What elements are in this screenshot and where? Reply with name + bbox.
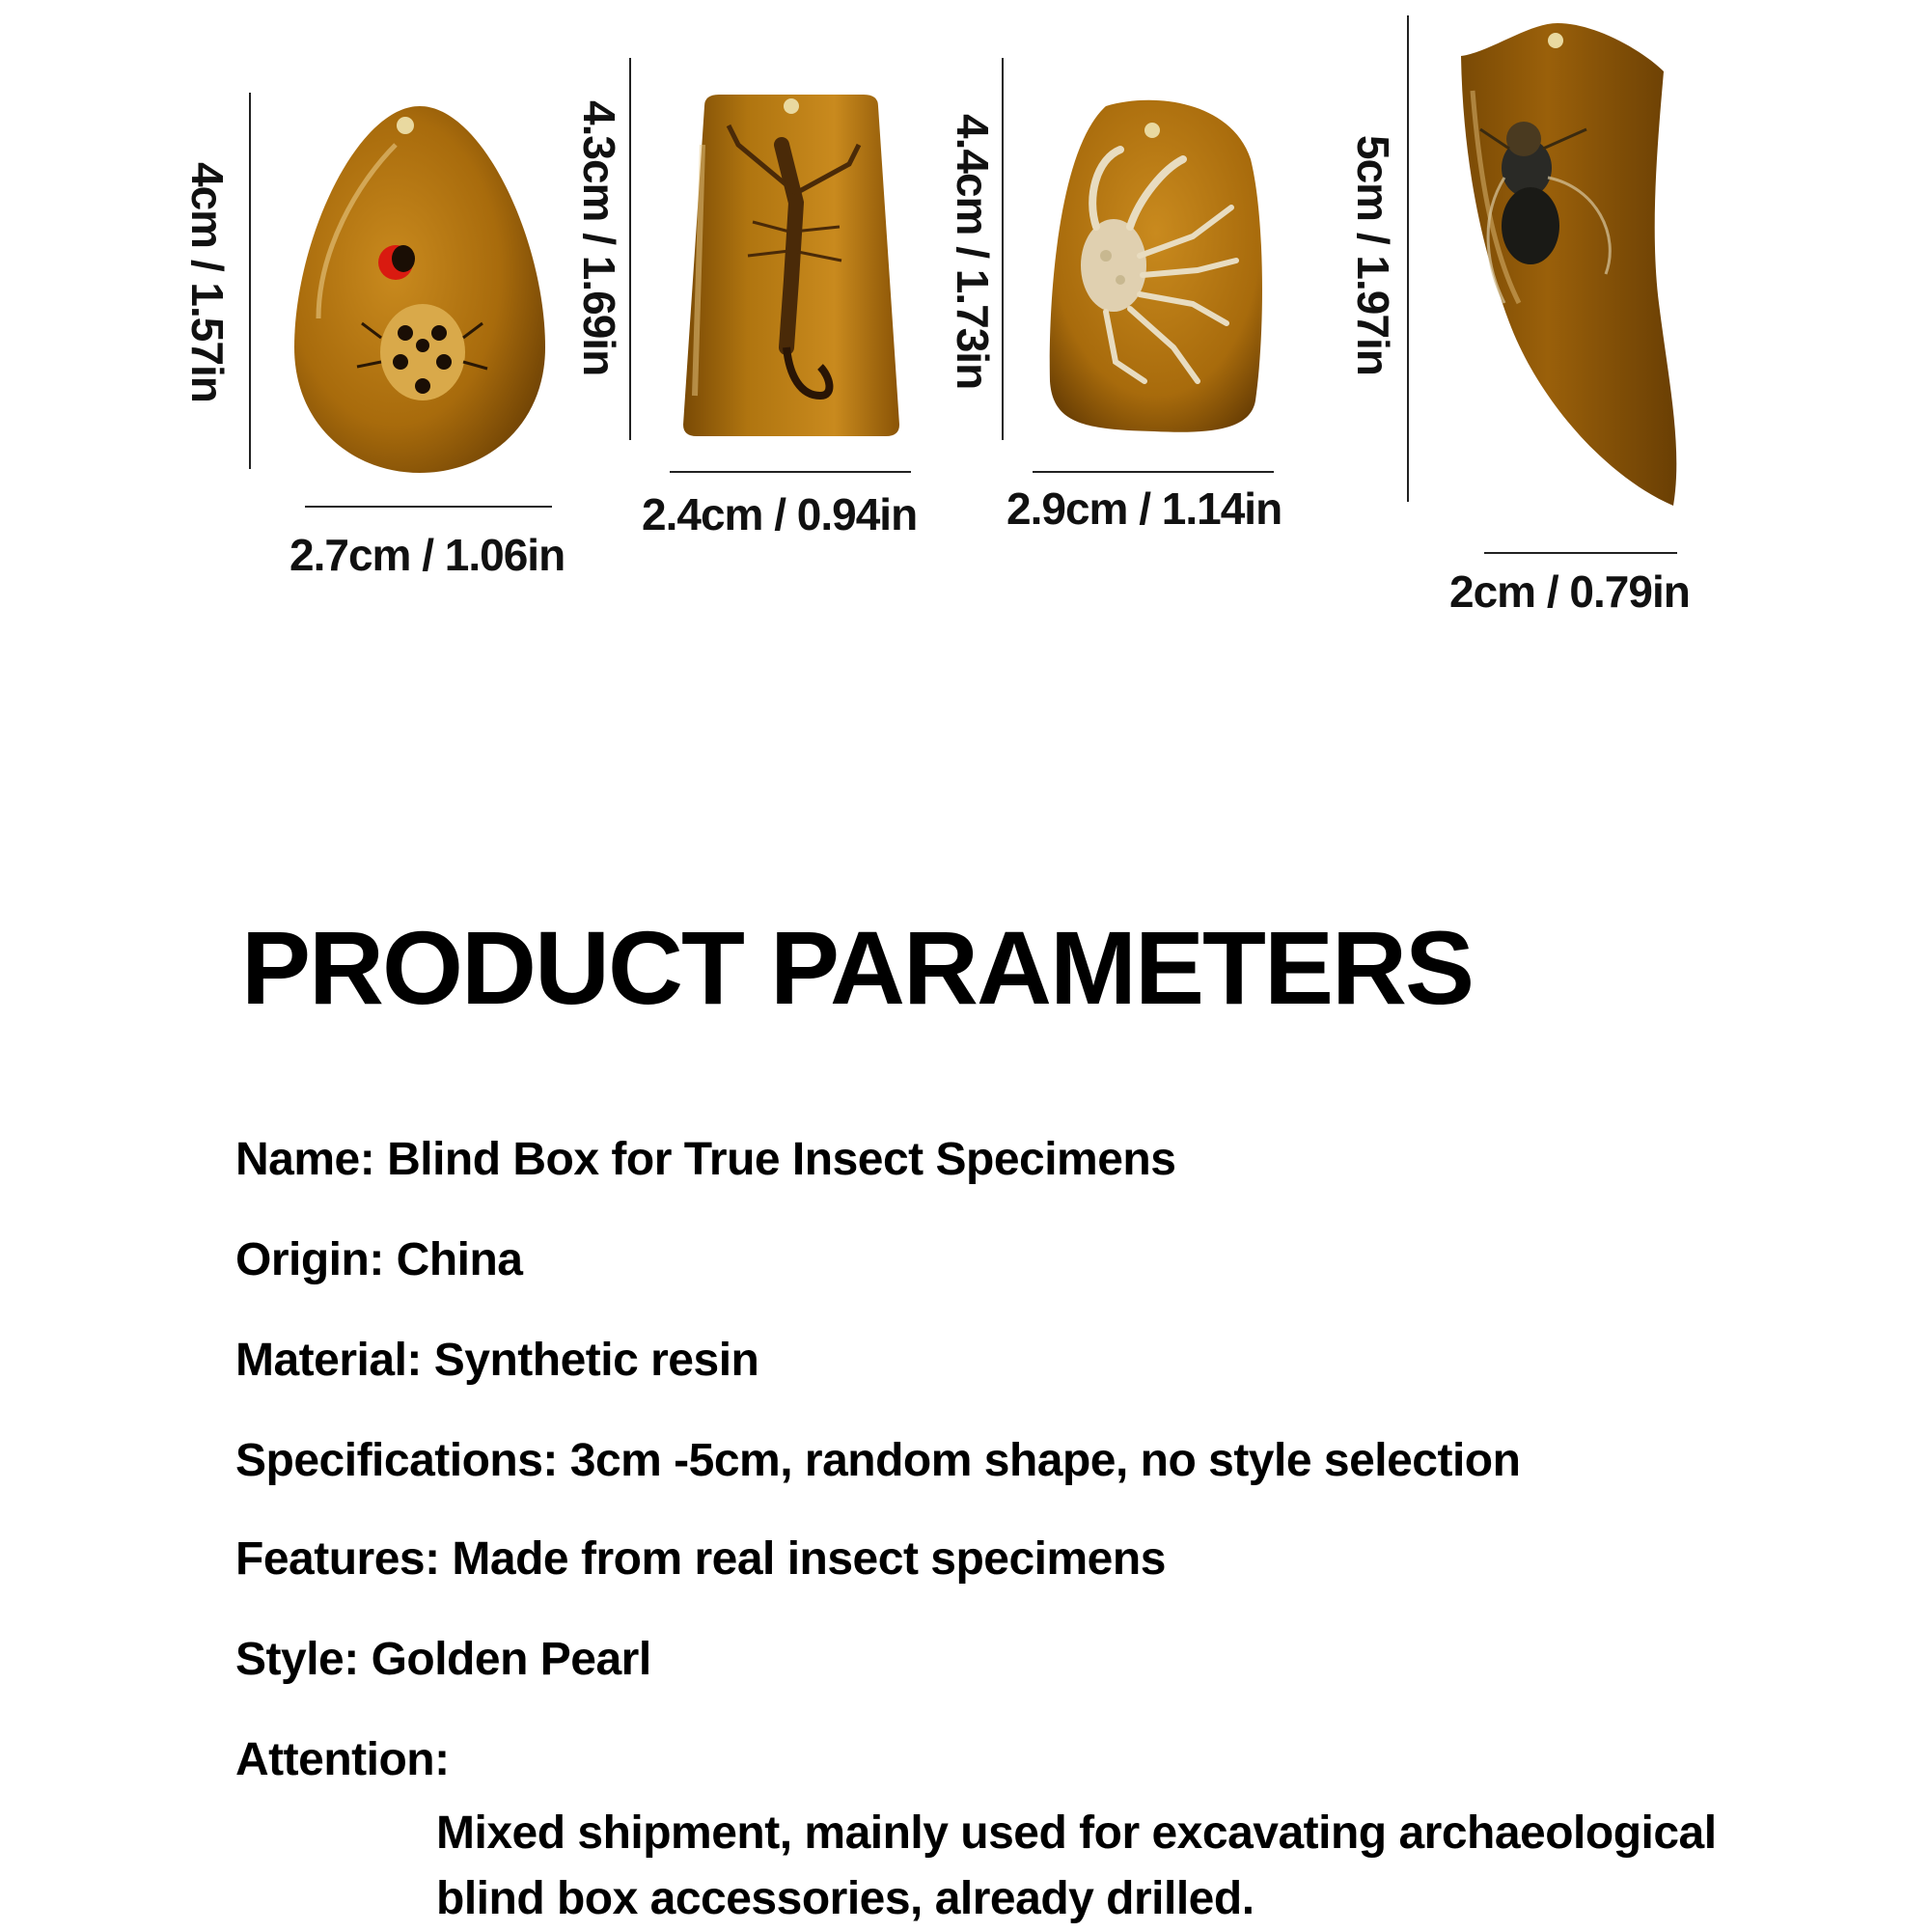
height-label-crab: 4.4cm / 1.73in	[948, 114, 998, 390]
height-line-scorpion	[629, 58, 631, 440]
param-key: Name:	[235, 1134, 375, 1185]
param-attention	[235, 1733, 450, 1786]
ladybug-amber-pendant	[280, 97, 560, 483]
param-name	[235, 1133, 1175, 1186]
attention-text	[436, 1801, 1787, 1932]
param-key: Origin:	[235, 1234, 384, 1285]
width-line-crab	[1033, 471, 1274, 473]
height-line-ladybug	[249, 93, 251, 469]
param-value: 3cm -5cm, random shape, no style selection	[569, 1435, 1521, 1486]
width-label-crab: 2.9cm / 1.14in	[1006, 483, 1282, 534]
scorpion-amber-pendant	[676, 87, 907, 444]
param-material	[235, 1334, 758, 1387]
param-value: China	[396, 1234, 523, 1285]
width-label-scorpion: 2.4cm / 0.94in	[642, 489, 918, 539]
bee-amber-pendant	[1451, 14, 1683, 515]
param-key: Style:	[235, 1634, 359, 1685]
width-line-scorpion	[670, 471, 911, 473]
param-origin	[235, 1233, 523, 1286]
param-value: Golden Pearl	[371, 1634, 651, 1685]
height-line-bee	[1407, 15, 1409, 502]
height-line-crab	[1002, 58, 1004, 440]
height-label-scorpion: 4.3cm / 1.69in	[574, 100, 624, 376]
param-key: Material:	[235, 1335, 422, 1386]
param-specifications	[235, 1434, 1520, 1487]
param-key: Features:	[235, 1533, 440, 1585]
param-value: Synthetic resin	[433, 1335, 759, 1386]
width-line-bee	[1484, 552, 1677, 554]
width-line-ladybug	[305, 506, 552, 508]
height-label-ladybug: 4cm / 1.57in	[182, 162, 233, 402]
param-value: Made from real insect specimens	[452, 1533, 1166, 1585]
param-value: Blind Box for True Insect Specimens	[387, 1134, 1176, 1185]
width-label-ladybug: 2.7cm / 1.06in	[290, 530, 565, 580]
param-key: Specifications:	[235, 1435, 558, 1486]
attention-line-1: Mixed shipment, mainly used for excavating archaeological	[436, 1808, 1717, 1859]
height-label-bee: 5cm / 1.97in	[1348, 135, 1398, 375]
crab-amber-pendant	[1038, 92, 1270, 439]
param-key: Attention:	[235, 1734, 450, 1785]
width-label-bee: 2cm / 0.79in	[1449, 566, 1690, 617]
param-features	[235, 1532, 1166, 1586]
page-title: PRODUCT PARAMETERS	[241, 909, 1474, 1026]
attention-line-2: blind box accessories, already drilled.	[436, 1873, 1254, 1924]
param-style	[235, 1633, 651, 1686]
